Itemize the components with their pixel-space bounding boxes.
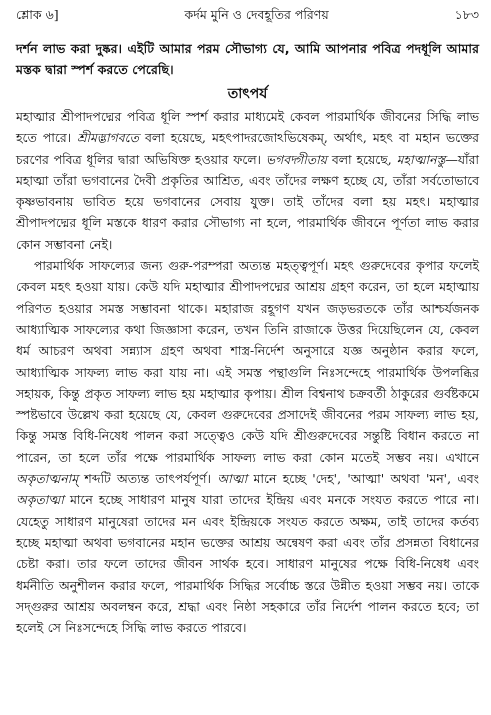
purport-heading: তাৎপর্য — [227, 86, 268, 102]
sanskrit-term: অকৃতাত্মা — [16, 492, 64, 508]
verse-translation: দর্শন লাভ করা দুষ্কর। এইটি আমার পরম সৌভাগ্য যে, আমি আপনার পবিত্র পদধূলি আমার মস্তক দ্বারা স্পর্শ করতে পেরেছি। — [16, 41, 479, 77]
text-run: —যাঁরা মহাত্মা তাঁরা ভগবানের দৈবী প্রকৃতির আশ্রিত, এবং তাঁদের লক্ষণ হচ্ছে যে, তাঁরা সর্বতোভাবে কৃষ্ণভাবনায় ভাবিত হয়ে ভগবানের সেবায় যুক্ত। তাই তাঁদের বলা হয় মহৎ। মহাত্মার শ্রীপাদপদ্মের ধূলি মস্তকে ধারণ করার সৌভাগ্য না হলে, পারমার্থিক জীবনে পূর্ণতা লাভ করার কোন সম্ভাবনা নেই। — [16, 151, 479, 252]
purport-paragraph-1 — [16, 106, 479, 255]
verse-reference: শ্লোক ৬] — [16, 7, 59, 22]
purport-paragraph-2 — [16, 255, 479, 638]
chapter-title: কর্দম মুনি ও দেবহূতির পরিণয় — [184, 7, 329, 22]
text-run: মানে হচ্ছে সাধারণ মানুষ যারা তাদের ইন্দ্রিয় এবং মনকে সংযত করতে পারে না। যেহেতু সাধারণ মানুষেরা তাদের মন এবং ইন্দ্রিয়কে সংযত করতে অক্ষম, তাই তাদের কর্তব্য হচ্ছে মহাত্মা অথবা ভগবানের মহান ভক্তের আশ্রয় অন্বেষণ করা এবং তাঁর প্রসন্নতা বিধানের চেষ্টা করা। তার ফলে তাদের জীবন সার্থক হবে। সাধারণ মানুষের পক্ষে বিধি-নিষেধ এবং ধর্মনীতি অনুশীলন করার ফলে, পারমার্থিক সিদ্ধির সর্বোচ্চ স্তরে উন্নীত হওয়া সম্ভব নয়। তাকে সদ্গুরুর আশ্রয় অবলম্বন করে, শ্রদ্ধা এবং নিষ্ঠা সহকারে তাঁর নির্দেশ পালন করতে হবে; তা হলেই সে নিঃসন্দেহে সিদ্ধি লাভ করতে পারবে। — [16, 492, 479, 636]
sanskrit-term: মহাত্মানস্তু — [396, 151, 446, 167]
text-run: মানে হচ্ছে 'দেহ', 'আত্মা' অথবা 'মন', এবং — [247, 471, 479, 487]
text-run: পারমার্থিক সাফল্যের জন্য গুরু-পরম্পরা অত্যন্ত মহত্ত্বপূর্ণ। মহৎ গুরুদেবের কৃপার ফলেই কেবল মহৎ হওয়া যায়। কেউ যদি মহাত্মার শ্রীপাদপদ্মের আশ্রয় গ্রহণ করেন, তা হলে মহাত্মায় পরিণত হওয়ার সমস্ত সম্ভাবনা থাকে। মহারাজ রহূগণ যখন জড়ভরতকে তাঁর আশ্চর্যজনক আধ্যাত্মিক সাফল্যের কথা জিজ্ঞাসা করেন, তখন তিনি রাজাকে উত্তর দিয়েছিলেন যে, কেবল ধর্ম আচরণ অথবা সন্ন্যাস গ্রহণ অথবা শাস্ত্র-নির্দেশ অনুসারে যজ্ঞ অনুষ্ঠান করার ফলে, আধ্যাত্মিক সাফল্য লাভ করা যায় না। এই সমস্ত পন্থাগুলি নিঃসন্দেহে পারমার্থিক উপলব্ধির সহায়ক, কিন্তু প্রকৃত সাফল্য লাভ হয় মহাত্মার কৃপায়। শ্রীল বিশ্বনাথ চক্রবর্তী ঠাকুরের গুর্বষ্টকমে স্পষ্টভাবে উল্লেখ করা হয়েছে যে, কেবল গুরুদেবের প্রসাদেই জীবনের পরম সাফল্য লাভ হয়, কিন্তু সমস্ত বিধি-নিষেধ পালন করা সত্ত্বেও কেউ যদি শ্রীগুরুদেবের সন্তুষ্টি বিধান করতে না পারেন, তা হলে তাঁর পক্ষে পারমার্থিক সাফল্য লাভ করা কোন মতেই সম্ভব নয়। এখানে — [16, 258, 479, 465]
purport-body — [16, 106, 479, 638]
sanskrit-term: অকৃতাত্মনাম্ — [16, 471, 79, 487]
running-header — [16, 4, 479, 34]
text-run: মহাত্মার শ্রীপাদপদ্মের পবিত্র ধূলি স্পর্শ করার মাধ্যমেই কেবল পারমার্থিক জীবনের সিদ্ধি লাভ হতে পারে। — [16, 109, 479, 146]
scripture-title: শ্রীমদ্ভাগবতে — [77, 130, 139, 146]
text-run: বলা হয়েছে, মহৎপাদরজোঽভিষেকম্, অর্থাৎ, মহৎ বা মহান ভক্তের চরণের পবিত্র ধূলির দ্বারা অভিষিক্ত হওয়ার ফলে। — [16, 130, 479, 167]
page-number: ১৮৩ — [454, 7, 479, 22]
text-run: বলা হয়েছে, — [326, 151, 397, 167]
sanskrit-term: আত্মা — [217, 471, 248, 487]
scripture-title: ভগবদ্গীতায় — [265, 151, 327, 167]
text-run: শব্দটি অত্যন্ত তাৎপর্যপূর্ণ। — [78, 471, 218, 487]
